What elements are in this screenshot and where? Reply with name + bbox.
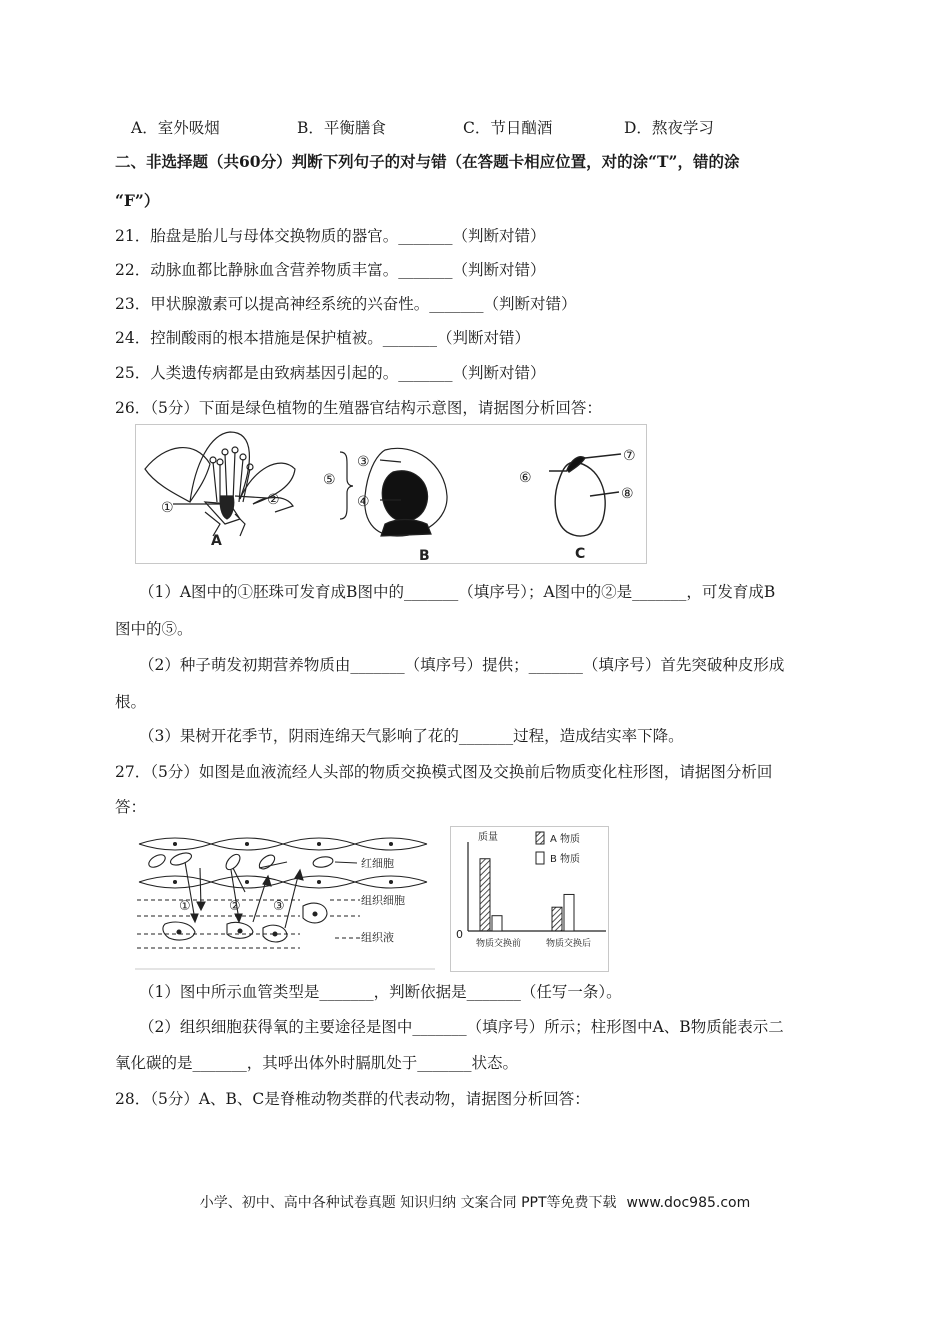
figure-label-a: A (211, 533, 222, 549)
question-28: 28．（5分）A、B、C是脊椎动物类群的代表动物，请据图分析回答： (115, 1090, 590, 1108)
page-footer (0, 1192, 950, 1212)
seed-diagram (549, 454, 621, 536)
question-25: 25．人类遗传病都是由致病基因引起的。_______（判断对错） (115, 364, 546, 382)
legend-a: A 物质 (550, 834, 581, 845)
question-22: 22．动脉血都比静脉血含营养物质丰富。_______（判断对错） (115, 261, 546, 279)
bar-b-after (564, 894, 574, 931)
question-21: 21．胎盘是胎儿与母体交换物质的器官。_______（判断对错） (115, 227, 546, 245)
label-n6: ⑥ (519, 470, 532, 486)
question-27: 27．（5分）如图是血液流经人头部的物质交换模式图及交换前后物质变化柱形图，请据图分析回 (115, 763, 773, 781)
label-tissue-fluid: 组织液 (361, 931, 394, 944)
label-red-blood-cell: 红细胞 (361, 857, 394, 870)
label-tissue-cell: 组织细胞 (361, 894, 405, 907)
label-n7: ⑦ (623, 448, 636, 464)
option-d: D．熬夜学习 (624, 119, 714, 137)
question-26: 26．（5分）下面是绿色植物的生殖器官结构示意图，请据图分析回答： (115, 399, 602, 417)
option-c: C．节日酗酒 (463, 119, 553, 137)
figure-label-b: B (419, 548, 430, 564)
substance-bar-chart (450, 826, 610, 972)
question-26-1: （1）A图中的①胚珠可发育成B图中的_______（填序号）；A图中的②是_______，可发育成B (139, 583, 776, 601)
legend-a-swatch (536, 832, 544, 844)
legend-b: B 物质 (550, 854, 581, 865)
option-b: B．平衡膳食 (297, 119, 386, 137)
legend-b-swatch (536, 852, 544, 864)
y-axis-label: 质量 (478, 832, 498, 843)
bar-b-before (492, 916, 502, 931)
question-27-1: （1）图中所示血管类型是_______，判断依据是_______（任写一条）。 (139, 983, 622, 1001)
option-a: A．室外吸烟 (131, 119, 220, 137)
label-n1: ① (179, 899, 191, 914)
question-26-2-cont: 根。 (115, 693, 147, 711)
label-n8: ⑧ (621, 486, 634, 502)
label-n4: ④ (357, 494, 370, 510)
footer-text: 小学、初中、高中各种试卷真题 知识归纳 文案合同 PPT等免费下载 (199, 1195, 617, 1211)
label-n3: ③ (273, 899, 285, 914)
flower-diagram (145, 432, 295, 536)
bar-a-after (552, 907, 562, 931)
footer-url[interactable]: www.doc985.com (626, 1195, 751, 1211)
label-n2: ② (267, 492, 280, 508)
plant-organs-figure (135, 424, 647, 564)
section-title: 二、非选择题（共60分）判断下列句子的对与错（在答题卡相应位置，对的涂“T”，错的涂 (115, 152, 740, 171)
question-27-2-cont: 氧化碳的是_______，其呼出体外时膈肌处于_______状态。 (115, 1054, 519, 1072)
question-26-2: （2）种子萌发初期营养物质由_______（填序号）提供；_______（填序号）首先突破种皮形成 (139, 656, 785, 674)
category-after: 物质交换后 (546, 939, 592, 949)
blood-exchange-figure (135, 828, 435, 970)
question-27-2: （2）组织细胞获得氧的主要途径是图中_______（填序号）所示；柱形图中A、B物质能表示二 (139, 1018, 784, 1036)
category-before: 物质交换前 (476, 939, 522, 949)
question-27-cont: 答： (115, 798, 147, 816)
label-n3: ③ (357, 454, 370, 470)
figure-label-c: C (575, 546, 586, 562)
question-23: 23．甲状腺激素可以提高神经系统的兴奋性。_______（判断对错） (115, 295, 577, 313)
zero-label: 0 (456, 928, 463, 941)
label-n2: ② (229, 899, 241, 914)
question-24: 24．控制酸雨的根本措施是保护植被。_______（判断对错） (115, 329, 530, 347)
question-26-3: （3）果树开花季节，阴雨连绵天气影响了花的_______过程，造成结实率下降。 (139, 727, 684, 745)
question-26-1-cont: 图中的⑤。 (115, 620, 193, 638)
bar-a-before (480, 859, 490, 931)
section-title-cont: “F”） (115, 191, 160, 210)
label-n1: ① (161, 500, 174, 516)
answer-options (131, 116, 714, 138)
label-n5: ⑤ (323, 472, 336, 488)
